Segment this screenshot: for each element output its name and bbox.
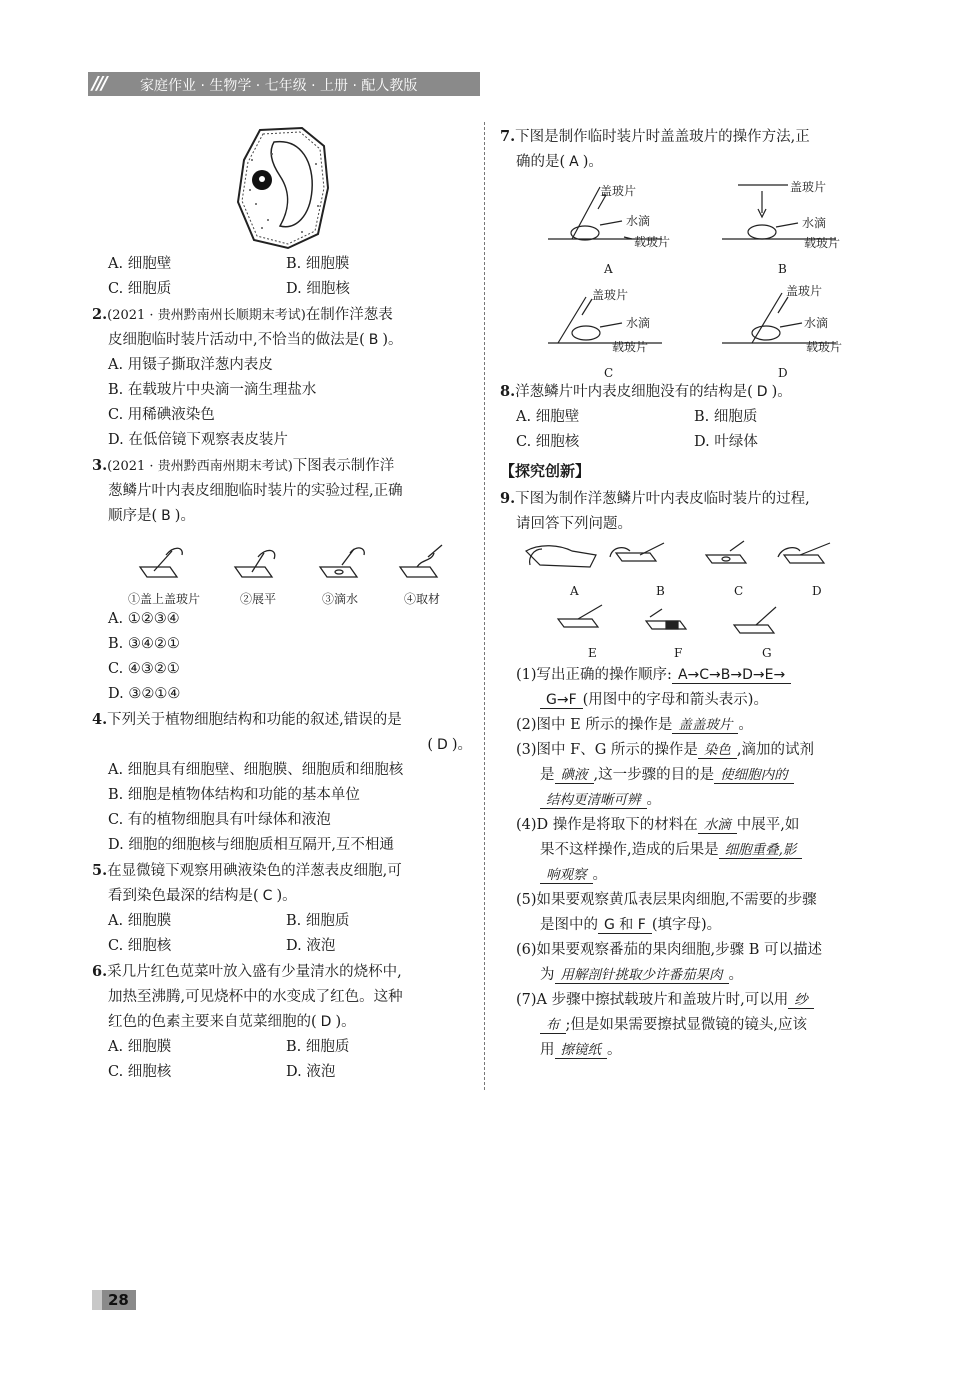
- q9-s7-text3: 用: [540, 1042, 555, 1058]
- q9-fig-d: D: [812, 584, 822, 598]
- q9-text1: 下图为制作洋葱鳞片叶内表皮临时装片的过程,: [515, 491, 810, 507]
- right-column: [500, 124, 880, 1063]
- q9-s4-answer2a: 细胞重叠,影: [719, 842, 803, 859]
- q9-s3-text2: ,滴加的试剂: [736, 742, 815, 758]
- q5-text3: )。: [276, 888, 297, 904]
- q4-option-c: C. 有的植物细胞具有叶绿体和液泡: [108, 812, 331, 828]
- header-title: 家庭作业 · 生物学 · 七年级 · 上册 · 配人教版: [140, 78, 418, 94]
- q1-option-a: A. 细胞壁: [108, 256, 172, 272]
- q7-number: 7.: [500, 128, 516, 145]
- q7-text1: 下图是制作临时装片时盖盖玻片的操作方法,正: [515, 129, 810, 145]
- q9-s3-tail: 。: [646, 792, 661, 808]
- q5-option-b: B. 细胞质: [286, 913, 350, 929]
- q9-s5-answer: G 和 F: [598, 917, 652, 934]
- question-4: 4.下列关于植物细胞结构和功能的叙述,错误的是 ( D )。 A. 细胞具有细胞壁、细胞膜、细胞质和细胞核 B. 细胞是植物体结构和功能的基本单位 C. 有的植物细胞具有叶绿体和液泡 D. 细胞的细胞核与细胞质相互隔开,互不相通: [92, 707, 472, 858]
- q5-text2: 看到染色最深的结构是(: [108, 888, 259, 904]
- q4-answer: D: [437, 737, 448, 753]
- q9-s1-answer2: G→F: [540, 692, 583, 709]
- q8-option-c: C. 细胞核: [516, 434, 580, 450]
- q9-s6-text: (6)如果要观察番茄的果肉细胞,步骤 B 可以描述: [516, 942, 823, 958]
- q2-option-a: A. 用镊子撕取洋葱内表皮: [108, 357, 273, 373]
- q9-s7-text2: ;但是如果需要擦拭显微镜的镜头,应该: [565, 1017, 807, 1033]
- q9-sub4: [500, 813, 880, 838]
- q9-s7-answer1a: 纱: [788, 992, 814, 1009]
- q9-s5-text: (5)如果要观察黄瓜表层果肉细胞,不需要的步骤: [516, 892, 817, 908]
- q9-s4-answer1: 水滴: [698, 817, 737, 834]
- question-5: [92, 858, 472, 959]
- q5-option-a: A. 细胞膜: [108, 913, 172, 929]
- q6-option-a: A. 细胞膜: [108, 1039, 172, 1055]
- q9-s7-text: (7)A 步骤中擦拭载玻片和盖玻片时,可以用: [516, 992, 789, 1008]
- q9-s3-answer2: 碘液: [555, 767, 594, 784]
- q9-s7-answer2: 擦镜纸: [555, 1042, 608, 1059]
- q9-s1-answer1: A→C→B→D→E→: [672, 667, 791, 684]
- q9-s6-text2: 为: [540, 967, 555, 983]
- q7-b-water-label: 水滴: [802, 216, 827, 230]
- q9-s4-tail: 。: [592, 867, 607, 883]
- q9-sub3: [500, 738, 880, 763]
- q7-a-slide-label: 载玻片: [634, 235, 671, 249]
- q5-options-row2: [92, 934, 472, 959]
- q5-text1: 在显微镜下观察用碘液染色的洋葱表皮细胞,可: [107, 863, 402, 879]
- page-header: [88, 72, 480, 96]
- q9-sub6: [500, 938, 880, 963]
- q2-option-b: B. 在载玻片中央滴一滴生理盐水: [108, 382, 317, 398]
- q7-text3: )。: [582, 154, 603, 170]
- page-number-badge: [92, 1290, 136, 1310]
- q4-option-a: A. 细胞具有细胞壁、细胞膜、细胞质和细胞核: [108, 762, 404, 778]
- q6-text4: )。: [335, 1014, 356, 1030]
- q9-s4-answer2b: 响观察: [540, 867, 593, 884]
- q9-s5-tail: (填字母)。: [651, 917, 722, 933]
- q8-answer: D: [756, 384, 768, 400]
- q7-c-cover-label: 盖玻片: [592, 288, 629, 302]
- q9-s2-text: (2)图中 E 所示的操作是: [516, 717, 673, 733]
- q3-figure-row: [92, 529, 472, 607]
- q9-s7-answer1b: 布: [540, 1017, 566, 1034]
- q9-s5-text2: 是图中的: [540, 917, 598, 933]
- q9-sub7: [500, 988, 880, 1013]
- q8-option-a: A. 细胞壁: [516, 409, 580, 425]
- q2-answer: B: [368, 332, 379, 348]
- q6-option-c: C. 细胞核: [108, 1064, 172, 1080]
- q3-text3: 顺序是(: [108, 508, 158, 524]
- q1-option-c: C. 细胞质: [108, 281, 172, 297]
- q8-options-row2: [500, 430, 880, 455]
- q3-source: (2021 · 贵州黔西南州期末考试): [107, 459, 293, 474]
- question-6: [92, 959, 472, 1085]
- q5-option-d: D. 液泡: [286, 938, 336, 954]
- q9-sub6-cont: [500, 963, 880, 988]
- q7-b-slide-label: 载玻片: [804, 236, 841, 250]
- q3-number: 3.: [92, 457, 108, 474]
- q9-sub1: [500, 663, 880, 688]
- q3-text1: 下图表示制作洋: [292, 458, 395, 474]
- q3-option-b: B. ③④②①: [108, 636, 180, 652]
- q9-sub5-cont: [500, 913, 880, 938]
- question-9: [500, 486, 880, 1063]
- q9-fig-g: G: [762, 646, 772, 660]
- q7-b-cover-label: 盖玻片: [790, 180, 827, 194]
- q9-s2-tail: 。: [738, 717, 753, 733]
- q1-options-row1: [92, 252, 472, 277]
- q8-option-d: D. 叶绿体: [694, 434, 758, 450]
- q7-fig-c: C: [604, 366, 614, 380]
- q9-sub4-cont: [500, 838, 880, 863]
- section-title: 【探究创新】: [500, 462, 591, 480]
- q6-option-b: B. 细胞质: [286, 1039, 350, 1055]
- q7-text2: 确的是(: [516, 154, 566, 170]
- q2-text2: 皮细胞临时装片活动中,不恰当的做法是(: [108, 332, 365, 348]
- q7-d-slide-label: 载玻片: [806, 340, 843, 354]
- q2-source: (2021 · 贵州黔南州长顺期末考试): [107, 308, 306, 323]
- left-column: [92, 252, 472, 1085]
- q9-s6-answer: 用解剖针挑取少许番茄果肉: [555, 967, 729, 984]
- q3-caption-3: ③滴水: [322, 592, 359, 606]
- q9-text2: 请回答下列问题。: [516, 516, 632, 532]
- q5-option-c: C. 细胞核: [108, 938, 172, 954]
- header-slashes-icon: ///: [92, 73, 106, 94]
- q3-answer: B: [161, 508, 171, 524]
- q7-fig-d: D: [778, 366, 788, 380]
- q4-text1: 下列关于植物细胞结构和功能的叙述,错误的是: [107, 712, 402, 728]
- q7-answer: A: [569, 154, 579, 170]
- q9-s1-text: (1)写出正确的操作顺序:: [516, 667, 672, 683]
- q2-text3: )。: [382, 332, 403, 348]
- q9-sub5: [500, 888, 880, 913]
- q3-option-d: D. ③②①④: [108, 686, 181, 702]
- q3-caption-2: ②展平: [240, 592, 277, 606]
- q7-a-water-label: 水滴: [626, 214, 651, 228]
- q9-fig-f: F: [674, 646, 683, 660]
- q8-text2: )。: [771, 384, 792, 400]
- q1-options-row2: [92, 277, 472, 302]
- q9-s3-text: (3)图中 F、G 所示的操作是: [516, 742, 698, 758]
- plant-cell-illustration: [232, 124, 332, 252]
- question-3: [92, 453, 472, 707]
- q6-text3: 红色的色素主要来自苋菜细胞的(: [108, 1014, 317, 1030]
- q7-c-slide-label: 载玻片: [612, 340, 649, 354]
- q9-s4-text2: 中展平,如: [736, 817, 800, 833]
- q4-option-b: B. 细胞是植物体结构和功能的基本单位: [108, 787, 360, 803]
- q7-c-water-label: 水滴: [626, 316, 651, 330]
- q5-options-row1: [92, 909, 472, 934]
- q9-fig-b: B: [656, 584, 665, 598]
- q9-s3-text4: ,这一步骤的目的是: [593, 767, 715, 783]
- q3-step-illustrations: [92, 537, 472, 591]
- q9-sub2: [500, 713, 880, 738]
- q3-caption-4: ④取材: [404, 592, 441, 606]
- q8-options-row1: [500, 405, 880, 430]
- q8-text1: 洋葱鳞片叶内表皮细胞没有的结构是(: [515, 384, 753, 400]
- q4-number: 4.: [92, 711, 108, 728]
- column-divider: [484, 122, 485, 1090]
- q6-answer: D: [320, 1014, 332, 1030]
- q9-sub3-cont: [500, 763, 880, 788]
- page-number: 28: [108, 1291, 129, 1309]
- q6-number: 6.: [92, 963, 108, 980]
- q9-s1-tail: (用图中的字母和箭头表示)。: [582, 692, 768, 708]
- q9-sub4-cont2: [500, 863, 880, 888]
- q8-option-b: B. 细胞质: [694, 409, 758, 425]
- q2-option-d: D. 在低倍镜下观察表皮装片: [108, 432, 288, 448]
- q2-number: 2.: [92, 306, 108, 323]
- q7-figures: [500, 175, 880, 379]
- q1-option-d: D. 细胞核: [286, 281, 350, 297]
- question-7: [500, 124, 880, 379]
- q7-a-cover-label: 盖玻片: [600, 184, 637, 198]
- q3-option-a: A. ①②③④: [108, 611, 180, 627]
- q2-text1: 在制作洋葱表: [305, 307, 393, 323]
- q3-option-c: C. ④③②①: [108, 661, 180, 677]
- q9-fig-e: E: [588, 646, 597, 660]
- q6-options-row1: [92, 1035, 472, 1060]
- q9-s6-tail: 。: [728, 967, 743, 983]
- q9-fig-c: C: [734, 584, 744, 598]
- q9-procedure-illustrations: [500, 537, 880, 663]
- q5-number: 5.: [92, 862, 108, 879]
- q9-s3-text3: 是: [540, 767, 555, 783]
- question-8: [500, 379, 880, 455]
- q4-option-d: D. 细胞的细胞核与细胞质相互隔开,互不相通: [108, 837, 394, 853]
- q7-d-water-label: 水滴: [804, 316, 829, 330]
- q6-option-d: D. 液泡: [286, 1064, 336, 1080]
- q6-text1: 采几片红色苋菜叶放入盛有少量清水的烧杯中,: [107, 964, 402, 980]
- q9-s3-answer1: 染色: [698, 742, 737, 759]
- question-2: [92, 302, 472, 453]
- q9-fig-a: A: [570, 584, 579, 598]
- q9-s7-tail: 。: [607, 1042, 622, 1058]
- q9-sub3-cont2: [500, 788, 880, 813]
- q7-fig-b: B: [778, 262, 787, 276]
- q9-sub7-cont2: [500, 1038, 880, 1063]
- q9-sub7-cont: [500, 1013, 880, 1038]
- q9-figures: [500, 537, 880, 663]
- q5-answer: C: [262, 888, 273, 904]
- q7-d-cover-label: 盖玻片: [786, 284, 823, 298]
- q1-option-b: B. 细胞膜: [286, 256, 350, 272]
- q9-s3-answer3a: 使细胞内的: [714, 767, 794, 784]
- q9-s4-text: (4)D 操作是将取下的材料在: [516, 817, 698, 833]
- q9-sub1-cont: [500, 688, 880, 713]
- q9-number: 9.: [500, 490, 516, 507]
- q8-number: 8.: [500, 383, 516, 400]
- q9-s3-answer3b: 结构更清晰可辨: [540, 792, 647, 809]
- q7-fig-a: A: [604, 262, 613, 276]
- q3-text4: )。: [174, 508, 195, 524]
- q9-s2-answer: 盖盖玻片: [672, 717, 738, 734]
- q3-caption-1: ①盖上盖玻片: [128, 592, 201, 606]
- q2-option-c: C. 用稀碘液染色: [108, 407, 215, 423]
- q6-text2: 加热至沸腾,可见烧杯中的水变成了红色。这种: [108, 989, 403, 1005]
- q9-s4-text3: 果不这样操作,造成的后果是: [540, 842, 719, 858]
- q6-options-row2: [92, 1060, 472, 1085]
- q3-text2: 葱鳞片叶内表皮细胞临时装片的实验过程,正确: [108, 483, 403, 499]
